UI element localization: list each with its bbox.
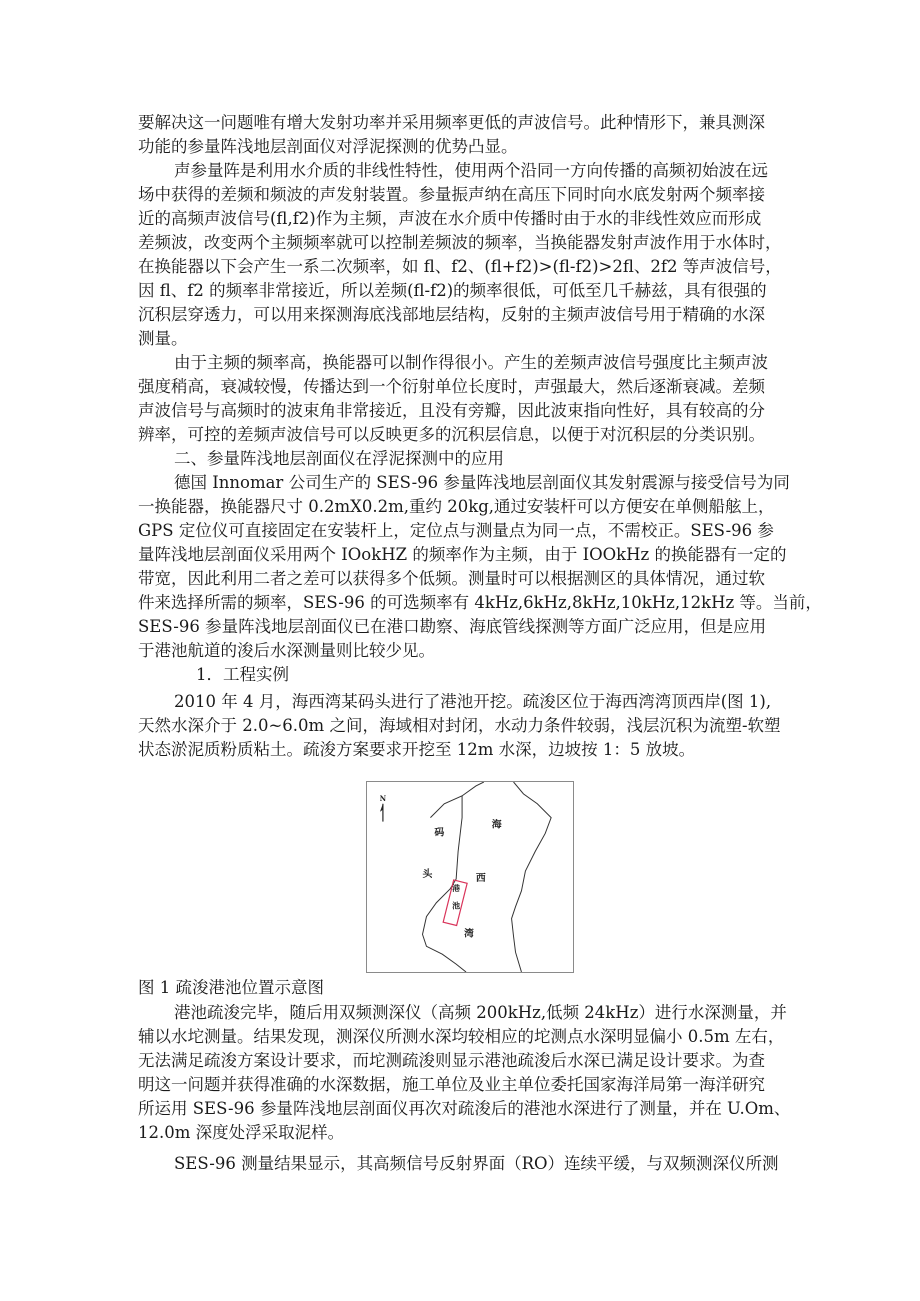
text-line: 辅以水坨测量。结果发现，测深仪所测水深均较相应的坨测点水深明显偏小 0.5m 左右， [138, 1027, 785, 1046]
map-label-ma: 码 [434, 827, 445, 839]
north-label: N [379, 794, 387, 803]
text-line: 2010 年 4 月，海西湾某码头进行了港池开挖。疏浚区位于海西湾湾顶西岸(图 1), [174, 692, 772, 711]
text-line: 差频波，改变两个主频频率就可以控制差频波的频率，当换能器发射声波作用于水体时， [138, 233, 782, 252]
location-map [367, 782, 573, 972]
text-line: 港池疏浚完毕，随后用双频测深仪（高频 200kHz,低频 24kHz）进行水深测量，并 [174, 1003, 787, 1022]
map-label-xi: 西 [475, 872, 486, 884]
text-line: 一换能器，换能器尺寸 0.2mX0.2m,重约 20kg,通过安装杆可以方便安在单侧船舷上， [138, 497, 775, 516]
heading-line: 1．工程实例 [196, 665, 289, 684]
text-line: 场中获得的差频和频波的声发射装置。参量振声纳在高压下同时向水底发射两个频率接 [138, 185, 765, 204]
text-line: 所运用 SES-96 参量阵浅地层剖面仪再次对疏浚后的港池水深进行了测量，并在 U.Om、 [138, 1099, 791, 1118]
text-line: 声参量阵是利用水介质的非线性特性，使用两个沿同一方向传播的高频初始波在远 [174, 161, 768, 180]
paragraph-7 [138, 1152, 786, 1176]
text-line: 由于主频的频率高，换能器可以制作得很小。产生的差频声波信号强度比主频声波 [174, 353, 768, 372]
map-label-wan: 湾 [464, 928, 474, 940]
text-line: 沉积层穿透力，可以用来探测海底浅部地层结构，反射的主频声波信号用于精确的水深 [138, 305, 765, 324]
text-line: 功能的参量阵浅地层剖面仪对浮泥探测的优势凸显。 [138, 137, 518, 156]
map-label-chi: 池 [452, 901, 461, 911]
text-line: 要解决这一问题唯有增大发射功率并采用频率更低的声波信号。此种情形下，兼具测深 [138, 113, 765, 132]
text-line: 在换能器以下会产生一系二次频率，如 fl、f2、(fl+f2)>(fl-f2)>2fl、2f2 等声波信号， [138, 257, 782, 276]
paragraph-1 [138, 111, 786, 159]
heading-line: 二、参量阵浅地层剖面仪在浮泥探测中的应用 [174, 449, 504, 468]
text-line: 明这一问题并获得准确的水深数据，施工单位及业主单位委托国家海洋局第一海洋研究 [138, 1075, 765, 1094]
map-label-gang: 港 [452, 883, 461, 893]
text-line: SES-96 测量结果显示，其高频信号反射界面（RO）连续平缓，与双频测深仪所测 [174, 1154, 779, 1173]
figure-caption: 图 1 疏浚港池位置示意图 [138, 978, 324, 997]
text-line: 辨率，可控的差频声波信号可以反映更多的沉积层信息，以便于对沉积层的分类识别。 [138, 425, 765, 444]
subsection-heading [138, 663, 786, 687]
location-map-figure [366, 781, 574, 973]
text-line: 件来选择所需的频率，SES-96 的可选频率有 4kHz,6kHz,8kHz,10kHz,12kHz 等。当前， [138, 593, 822, 612]
text-line: 带宽，因此利用二者之差可以获得多个低频。测量时可以根据测区的具体情况，通过软 [138, 569, 765, 588]
text-line: 状态淤泥质粉质粘土。疏浚方案要求开挖至 12m 水深，边坡按 1：5 放坡。 [138, 740, 696, 759]
paragraph-6 [138, 1001, 791, 1145]
paragraph-2 [138, 159, 786, 351]
north-arrow-icon [380, 795, 387, 822]
paragraph-5 [138, 690, 786, 762]
text-line: 近的高频声波信号(fl,f2)作为主频，声波在水介质中传播时由于水的非线性效应而形成 [138, 209, 762, 228]
section-heading [138, 447, 786, 471]
text-line: 量阵浅地层剖面仪采用两个 IOokHZ 的频率作为主频，由于 IOOkHz 的换能器有一定的 [138, 545, 787, 564]
text-line: SES-96 参量阵浅地层剖面仪已在港口勘察、海底管线探测等方面广泛应用，但是应用 [138, 617, 767, 636]
text-line: 天然水深介于 2.0~6.0m 之间，海域相对封闭，水动力条件较弱，浅层沉积为流塑-软塑 [138, 716, 781, 735]
paragraph-4 [138, 471, 822, 663]
map-label-hai: 海 [491, 819, 502, 831]
text-line: GPS 定位仪可直接固定在安装杆上，定位点与测量点为同一点，不需校正。SES-96 参 [138, 521, 774, 540]
text-line: 无法满足疏浚方案设计要求，而坨测疏浚则显示港池疏浚后水深已满足设计要求。为查 [138, 1051, 765, 1070]
paragraph-3 [138, 351, 786, 447]
text-line: 于港池航道的浚后水深测量则比较少见。 [138, 641, 435, 660]
text-line: 测量。 [138, 329, 188, 348]
text-line: 声波信号与高频时的波束角非常接近，且没有旁瓣，因此波束指向性好，具有较高的分 [138, 401, 765, 420]
text-line: 12.0m 深度处浮采取泥样。 [138, 1123, 345, 1142]
text-line: 因 fl、f2 的频率非常接近，所以差频(fl-f2)的频率很低，可低至几千赫兹，具有很强的 [138, 281, 767, 300]
text-line: 德国 Innomar 公司生产的 SES-96 参量阵浅地层剖面仪其发射震源与接受信号为同 [174, 473, 790, 492]
map-label-tou: 头 [422, 869, 433, 880]
text-line: 强度稍高，衰减较慢，传播达到一个衍射单位长度时，声强最大，然后逐渐衰减。差频 [138, 377, 765, 396]
